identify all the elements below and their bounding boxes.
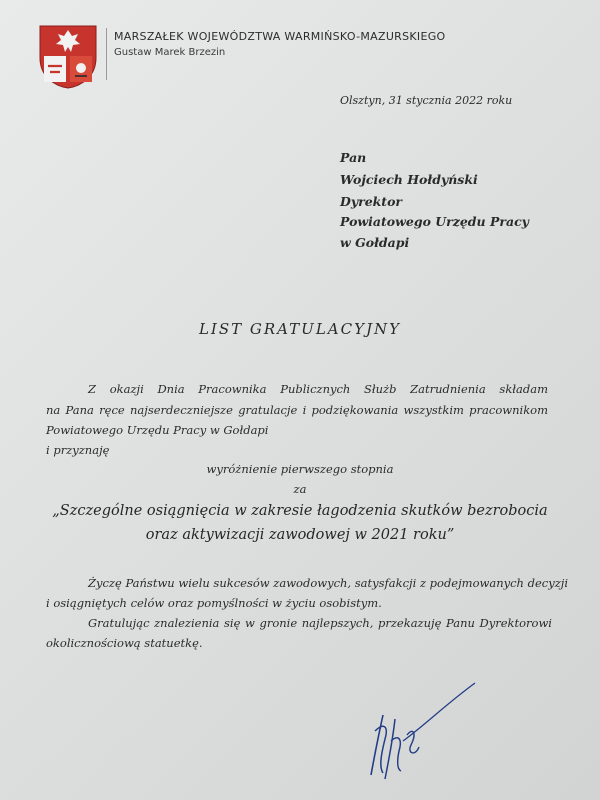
distinction: wyróżnienie pierwszego stopnia <box>206 462 394 476</box>
office-name: MARSZAŁEK WOJEWÓDZTWA WARMIŃSKO-MAZURSKIEGO <box>114 30 446 43</box>
body-line: Z okazji Dnia Pracownika Publicznych Służb Zatrudnienia składam <box>88 382 548 396</box>
handwritten-signature-icon <box>355 675 485 785</box>
award-title-line: „Szczególne osiągnięcia w zakresie łagodzenia skutków bezrobocia <box>52 503 548 519</box>
addressee-line: Powiatowego Urzędu Pracy <box>340 214 529 229</box>
place-date: Olsztyn, 31 stycznia 2022 roku <box>340 94 513 107</box>
body-line: Gratulując znalezienia się w gronie najlepszych, przekazuję Panu Dyrektorowi <box>88 616 552 630</box>
body-line: Powiatowego Urzędu Pracy w Gołdapi <box>46 423 269 437</box>
marshal-name: Gustaw Marek Brzezin <box>114 47 226 58</box>
award-title-line: oraz aktywizacji zawodowej w 2021 roku” <box>145 527 455 543</box>
coat-of-arms-icon <box>38 24 98 90</box>
letter-title: LIST GRATULACYJNY <box>198 320 402 338</box>
body-line: i przyznaję <box>46 443 110 457</box>
addressee-line: Pan <box>340 150 367 165</box>
body-line: Życzę Państwu wielu sukcesów zawodowych, satysfakcji z podejmowanych decyzji <box>88 576 569 590</box>
body-line: na Pana ręce najserdeczniejsze gratulacje i podziękowania wszystkim pracownikom <box>46 403 548 417</box>
addressee-line: Dyrektor <box>340 194 402 209</box>
for-word: za <box>293 482 307 496</box>
body-line: i osiągniętych celów oraz pomyślności w życiu osobistym. <box>46 596 382 610</box>
header-divider <box>106 28 107 80</box>
addressee-line: Wojciech Hołdyński <box>340 172 478 187</box>
addressee-line: w Gołdapi <box>340 235 410 250</box>
body-line: okolicznościową statuetkę. <box>46 636 203 650</box>
